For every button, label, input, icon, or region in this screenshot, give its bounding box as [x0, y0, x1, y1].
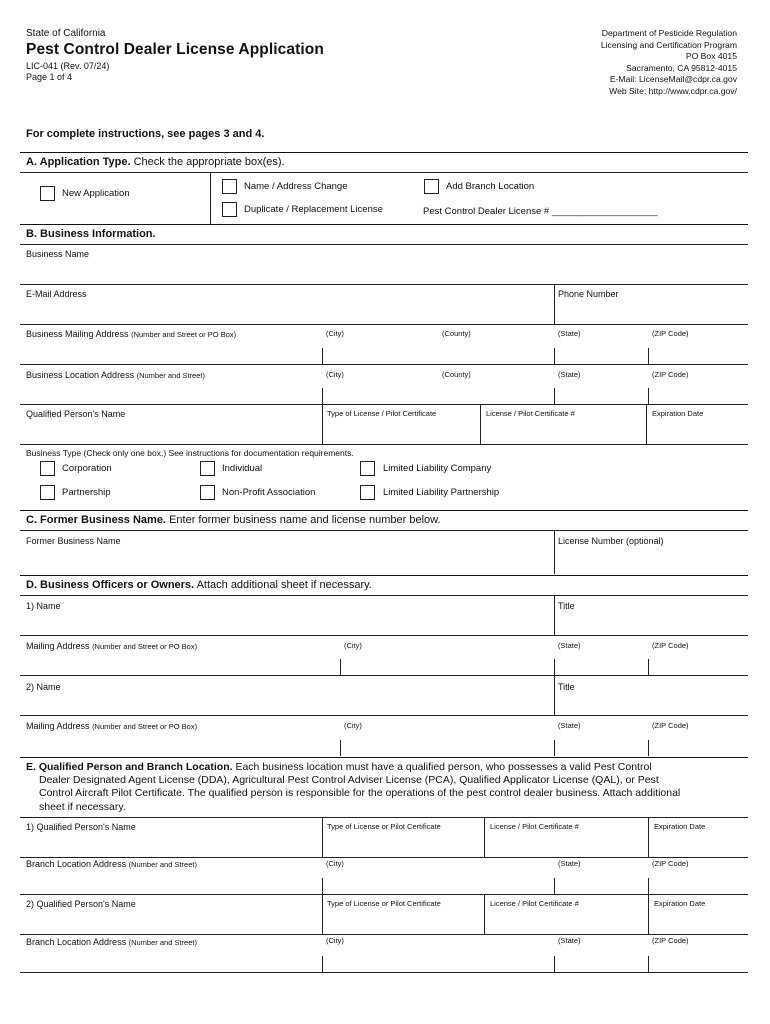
- add-branch-label: Add Branch Location: [446, 181, 535, 192]
- city-zip: Sacramento, CA 95812-4015: [626, 62, 737, 73]
- divider: [484, 894, 485, 934]
- branch-2-state-label: (State): [558, 936, 581, 945]
- business-type-label: Business Type (Check only one box.) See instructions for documentation requirements.: [26, 448, 354, 458]
- officer-1-state-label: (State): [558, 641, 581, 650]
- qp-1-license-type-field[interactable]: Type of License or Pilot Certificate: [327, 822, 441, 831]
- duplicate-replacement-checkbox[interactable]: [222, 202, 237, 217]
- divider: [20, 224, 748, 225]
- section-b-title: B. Business Information.: [26, 228, 156, 240]
- divider: [646, 404, 647, 444]
- location-address-field[interactable]: [26, 370, 205, 380]
- divider: [20, 715, 748, 716]
- location-address-note: (Number and Street): [136, 371, 205, 380]
- divider: [322, 388, 323, 404]
- qp-2-expiration-field[interactable]: Expiration Date: [654, 899, 706, 908]
- divider: [20, 635, 748, 636]
- section-e-text: [26, 761, 742, 814]
- divider: [210, 172, 211, 224]
- divider: [322, 878, 323, 894]
- section-e-line-2: Dealer Designated Agent License (DDA), Agricultural Pest Control Adviser License (PCA), Qualified Applicator License (QAL), or Pest: [39, 774, 659, 787]
- form-title: Pest Control Dealer License Application: [26, 41, 324, 58]
- branch-2-address-note: (Number and Street): [128, 938, 197, 947]
- llp-checkbox[interactable]: [360, 485, 375, 500]
- section-c-heading: [26, 514, 441, 526]
- branch-1-state-label: (State): [558, 859, 581, 868]
- location-city-label: (City): [326, 370, 344, 379]
- instructions-note: For complete instructions, see pages 3 and 4.: [26, 128, 265, 140]
- divider: [554, 675, 555, 715]
- license-number-field[interactable]: License / Pilot Certificate #: [486, 409, 575, 418]
- divider: [648, 956, 649, 972]
- location-county-label: (County): [442, 370, 471, 379]
- section-c-title: C. Former Business Name.: [26, 514, 166, 526]
- divider: [554, 348, 555, 364]
- divider: [648, 740, 649, 756]
- divider: [340, 740, 341, 756]
- divider: [648, 388, 649, 404]
- section-d-subtitle: Attach additional sheet if necessary.: [196, 579, 372, 591]
- llc-checkbox[interactable]: [360, 461, 375, 476]
- divider: [554, 284, 555, 324]
- divider: [20, 972, 748, 973]
- divider: [20, 817, 748, 818]
- divider: [554, 595, 555, 635]
- license-type-field[interactable]: Type of License / Pilot Certificate: [327, 409, 437, 418]
- divider: [322, 894, 323, 934]
- officer-2-city-label: (City): [344, 721, 362, 730]
- page-number: Page 1 of 4: [26, 72, 73, 82]
- divider: [20, 575, 748, 576]
- officer-1-name-field[interactable]: 1) Name: [26, 601, 61, 611]
- divider: [648, 894, 649, 934]
- divider: [20, 510, 748, 511]
- branch-1-zip-label: (ZIP Code): [652, 859, 689, 868]
- branch-2-address-field[interactable]: [26, 937, 197, 947]
- corporation-label: Corporation: [62, 463, 112, 474]
- nonprofit-checkbox[interactable]: [200, 485, 215, 500]
- officer-2-mailing-label: Mailing Address: [26, 721, 90, 731]
- state-label: State of California: [26, 28, 106, 39]
- officer-2-name-field[interactable]: 2) Name: [26, 682, 61, 692]
- duplicate-replacement-label: Duplicate / Replacement License: [244, 204, 383, 215]
- divider: [322, 348, 323, 364]
- website: Web Site: http://www.cdpr.ca.gov/: [609, 85, 737, 96]
- mailing-address-label: Business Mailing Address: [26, 329, 129, 339]
- divider: [20, 152, 748, 153]
- section-a-subtitle: Check the appropriate box(es).: [133, 156, 285, 168]
- qp-1-name-field[interactable]: 1) Qualified Person's Name: [26, 822, 136, 832]
- divider: [20, 324, 748, 325]
- branch-2-address-label: Branch Location Address: [26, 937, 127, 947]
- divider: [20, 404, 748, 405]
- divider: [648, 659, 649, 675]
- section-b-heading: [26, 228, 156, 240]
- section-e-line-3: Control Aircraft Pilot Certificate. The qualified person is responsible for the operations of the pest control dealer business. Attach additional: [39, 787, 681, 800]
- divider: [554, 388, 555, 404]
- location-zip-label: (ZIP Code): [652, 370, 689, 379]
- officer-2-zip-label: (ZIP Code): [652, 721, 689, 730]
- qp-1-expiration-field[interactable]: Expiration Date: [654, 822, 706, 831]
- officer-1-mailing-field[interactable]: [26, 641, 197, 651]
- header-left: [26, 28, 324, 83]
- former-license-number-field[interactable]: License Number (optional): [558, 536, 664, 546]
- divider: [20, 284, 748, 285]
- former-business-name-field[interactable]: Former Business Name: [26, 536, 121, 546]
- dept-name: Department of Pesticide Regulation: [601, 28, 737, 38]
- contact-email: E-Mail: LicenseMail@cdpr.ca.gov: [609, 74, 737, 85]
- divider: [554, 956, 555, 972]
- divider: [20, 857, 748, 858]
- business-name-field[interactable]: Business Name: [26, 249, 90, 259]
- branch-2-zip-label: (ZIP Code): [652, 936, 689, 945]
- mailing-state-label: (State): [558, 329, 581, 338]
- officer-1-city-label: (City): [344, 641, 362, 650]
- officer-2-title-field[interactable]: Title: [558, 682, 575, 692]
- location-address-label: Business Location Address: [26, 370, 135, 380]
- officer-1-mailing-label: Mailing Address: [26, 641, 90, 651]
- officer-1-zip-label: (ZIP Code): [652, 641, 689, 650]
- divider: [20, 244, 748, 245]
- program-name: Licensing and Certification Program: [600, 39, 737, 50]
- mailing-county-label: (County): [442, 329, 471, 338]
- officer-2-mailing-note: (Number and Street or PO Box): [92, 722, 198, 731]
- divider: [20, 675, 748, 676]
- branch-1-address-label: Branch Location Address: [26, 859, 127, 869]
- dealer-license-number-field[interactable]: Pest Control Dealer License # ____________________: [423, 206, 658, 217]
- mailing-zip-label: (ZIP Code): [652, 329, 689, 338]
- section-a-heading: [26, 156, 285, 168]
- mailing-city-label: (City): [326, 329, 344, 338]
- name-address-change-label: Name / Address Change: [244, 181, 348, 192]
- qp-2-license-type-field[interactable]: Type of License or Pilot Certificate: [327, 899, 441, 908]
- divider: [340, 659, 341, 675]
- email-field[interactable]: E-Mail Address: [26, 289, 87, 299]
- section-a-title: A. Application Type.: [26, 156, 131, 168]
- llc-label: Limited Liability Company: [383, 463, 492, 474]
- branch-1-address-note: (Number and Street): [128, 860, 197, 869]
- section-e-line-1-text: Each business location must have a qualified person, who possesses a valid Pest Control: [232, 761, 652, 773]
- location-state-label: (State): [558, 370, 581, 379]
- section-e-line-1: [26, 761, 742, 774]
- add-branch-checkbox[interactable]: [424, 179, 439, 194]
- new-application-label: New Application: [62, 188, 130, 199]
- name-address-change-checkbox[interactable]: [222, 179, 237, 194]
- divider: [20, 444, 748, 445]
- divider: [322, 404, 323, 444]
- qp-2-license-number-field[interactable]: License / Pilot Certificate #: [490, 899, 579, 908]
- divider: [20, 894, 748, 895]
- section-d-title: D. Business Officers or Owners.: [26, 579, 195, 591]
- divider: [554, 659, 555, 675]
- qp-2-name-field[interactable]: 2) Qualified Person's Name: [26, 899, 136, 909]
- branch-2-city-label: (City): [326, 936, 344, 945]
- divider: [554, 878, 555, 894]
- branch-1-address-field[interactable]: [26, 859, 197, 869]
- form-number: LIC-041 (Rev. 07/24): [26, 61, 110, 71]
- divider: [20, 595, 748, 596]
- divider: [554, 530, 555, 574]
- officer-2-mailing-field[interactable]: [26, 721, 197, 731]
- new-application-checkbox[interactable]: [40, 186, 55, 201]
- divider: [20, 934, 748, 935]
- divider: [20, 530, 748, 531]
- partnership-label: Partnership: [62, 487, 111, 498]
- phone-field[interactable]: Phone Number: [558, 289, 619, 299]
- section-c-subtitle: Enter former business name and license number below.: [169, 514, 441, 526]
- branch-1-city-label: (City): [326, 859, 344, 868]
- partnership-checkbox[interactable]: [40, 485, 55, 500]
- divider: [480, 404, 481, 444]
- llp-label: Limited Liability Partnership: [383, 487, 500, 498]
- section-e-title: E. Qualified Person and Branch Location.: [26, 761, 233, 773]
- officer-1-mailing-note: (Number and Street or PO Box): [92, 642, 198, 651]
- individual-checkbox[interactable]: [200, 461, 215, 476]
- divider: [20, 757, 748, 758]
- header-right: [601, 28, 737, 98]
- divider: [20, 364, 748, 365]
- section-e-line-4: sheet if necessary.: [39, 800, 126, 813]
- qp-1-license-number-field[interactable]: License / Pilot Certificate #: [490, 822, 579, 831]
- officer-2-state-label: (State): [558, 721, 581, 730]
- divider: [648, 878, 649, 894]
- qualified-person-field[interactable]: Qualified Person's Name: [26, 409, 126, 419]
- mailing-address-field[interactable]: [26, 329, 236, 339]
- expiration-date-field[interactable]: Expiration Date: [652, 409, 704, 418]
- divider: [322, 956, 323, 972]
- divider: [554, 740, 555, 756]
- officer-1-title-field[interactable]: Title: [558, 601, 575, 611]
- divider: [20, 172, 748, 173]
- divider: [648, 817, 649, 857]
- section-d-heading: [26, 579, 372, 591]
- divider: [322, 817, 323, 857]
- corporation-checkbox[interactable]: [40, 461, 55, 476]
- individual-label: Individual: [222, 463, 263, 474]
- divider: [484, 817, 485, 857]
- divider: [648, 348, 649, 364]
- po-box: PO Box 4015: [685, 51, 737, 62]
- nonprofit-label: Non-Profit Association: [222, 487, 316, 498]
- mailing-address-note: (Number and Street or PO Box): [131, 330, 237, 339]
